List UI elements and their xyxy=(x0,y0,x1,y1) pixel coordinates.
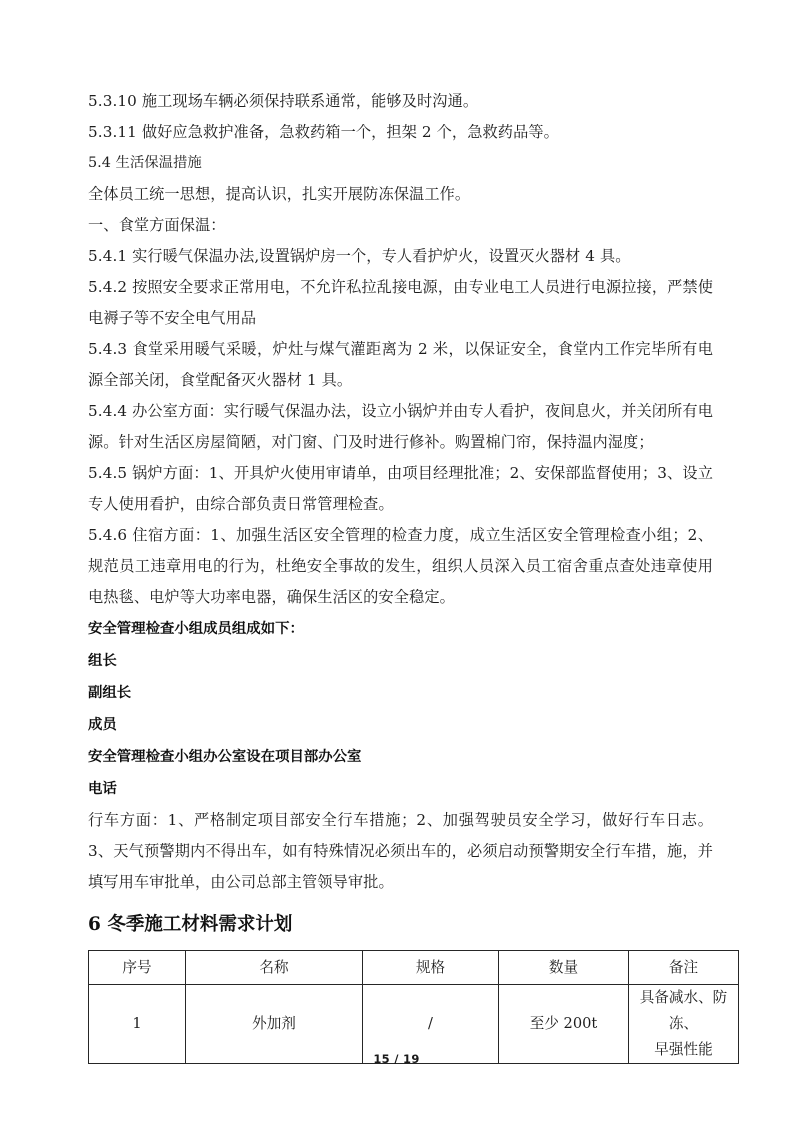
document-content xyxy=(88,86,728,1064)
paragraph-5-4-4: 5.4.4 办公室方面：实行暖气保温办法，设立小锅炉并由专人看护，夜间息火，并关闭所有电源。针对生活区房屋简陋，对门窗、门及时进行修补。购置棉门帘，保持温内湿度； xyxy=(88,402,713,451)
paragraph-5-4-3: 5.4.3 食堂采用暖气采暖，炉灶与煤气灌距离为 2 米，以保证安全，食堂内工作完毕所有电源全部关闭，食堂配备灭火器材 1 具。 xyxy=(88,340,713,389)
paragraph-5-4-6: 5.4.6 住宿方面：1、加强生活区安全管理的检查力度，成立生活区安全管理检查小组；2、规范员工违章用电的行为，杜绝安全事故的发生，组织人员深入员工宿舍重点查处违章使用电热毯、电炉等大功率电器，确保生活区的安全稳定。 xyxy=(88,526,713,606)
table-cell-remark-line2: 早强性能 xyxy=(654,1041,713,1058)
page-footer xyxy=(0,1052,793,1066)
table-cell-spec: / xyxy=(363,985,499,1064)
table-header-remark: 备注 xyxy=(629,951,739,985)
paragraph-5-3-11: 5.3.11 做好应急救护准备，急救药箱一个，担架 2 个，急救药品等。 xyxy=(88,123,559,141)
material-requirement-table xyxy=(88,950,739,1064)
committee-phone-label: 电话 xyxy=(88,781,117,797)
section-heading-6: 6 冬季施工材料需求计划 xyxy=(88,914,293,935)
committee-office-location: 安全管理检查小组办公室设在项目部办公室 xyxy=(88,749,362,765)
table-header-quantity: 数量 xyxy=(499,951,629,985)
paragraph-5-4-5: 5.4.5 锅炉方面：1、开具炉火使用审请单，由项目经理批准；2、安保部监督使用；3、设立专人使用看护，由综合部负责日常管理检查。 xyxy=(88,464,713,513)
paragraph-driving-measures: 行车方面：1、严格制定项目部安全行车措施；2、加强驾驶员安全学习，做好行车日志。3、天气预警期内不得出车，如有特殊情况必须出车的，必须启动预警期安全行车措，施，并填写用车审批单，由公司总部主管领导审批。 xyxy=(88,811,713,891)
paragraph-section-one: 一、食堂方面保温： xyxy=(88,216,226,234)
table-cell-index: 1 xyxy=(89,985,186,1064)
paragraph-5-4-2: 5.4.2 按照安全要求正常用电，不允许私拉乱接电源，由专业电工人员进行电源拉接，严禁使电褥子等不安全电气用品 xyxy=(88,278,713,327)
committee-members-label: 成员 xyxy=(88,717,117,733)
table-cell-name: 外加剂 xyxy=(186,985,363,1064)
paragraph-5-4-1: 5.4.1 实行暖气保温办法,设置锅炉房一个，专人看护炉火，设置灭火器材 4 具。 xyxy=(88,247,631,265)
committee-leader-label: 组长 xyxy=(88,653,117,669)
table-cell-remark-line1: 具备减水、防冻、 xyxy=(639,989,728,1032)
paragraph-intro: 全体员工统一思想，提高认识，扎实开展防冻保温工作。 xyxy=(88,185,471,203)
committee-title: 安全管理检查小组成员组成如下： xyxy=(88,621,304,637)
table-cell-quantity: 至少 200t xyxy=(499,985,629,1064)
table-header-name: 名称 xyxy=(186,951,363,985)
page-number: 15 / 19 xyxy=(373,1052,420,1066)
paragraph-5-3-10: 5.3.10 施工现场车辆必须保持联系通常，能够及时沟通。 xyxy=(88,92,479,110)
table-header-row xyxy=(89,951,739,985)
table-header-spec: 规格 xyxy=(363,951,499,985)
table-header-index: 序号 xyxy=(89,951,186,985)
committee-deputy-leader-label: 副组长 xyxy=(88,685,132,701)
heading-5-4: 5.4 生活保温措施 xyxy=(88,155,202,171)
